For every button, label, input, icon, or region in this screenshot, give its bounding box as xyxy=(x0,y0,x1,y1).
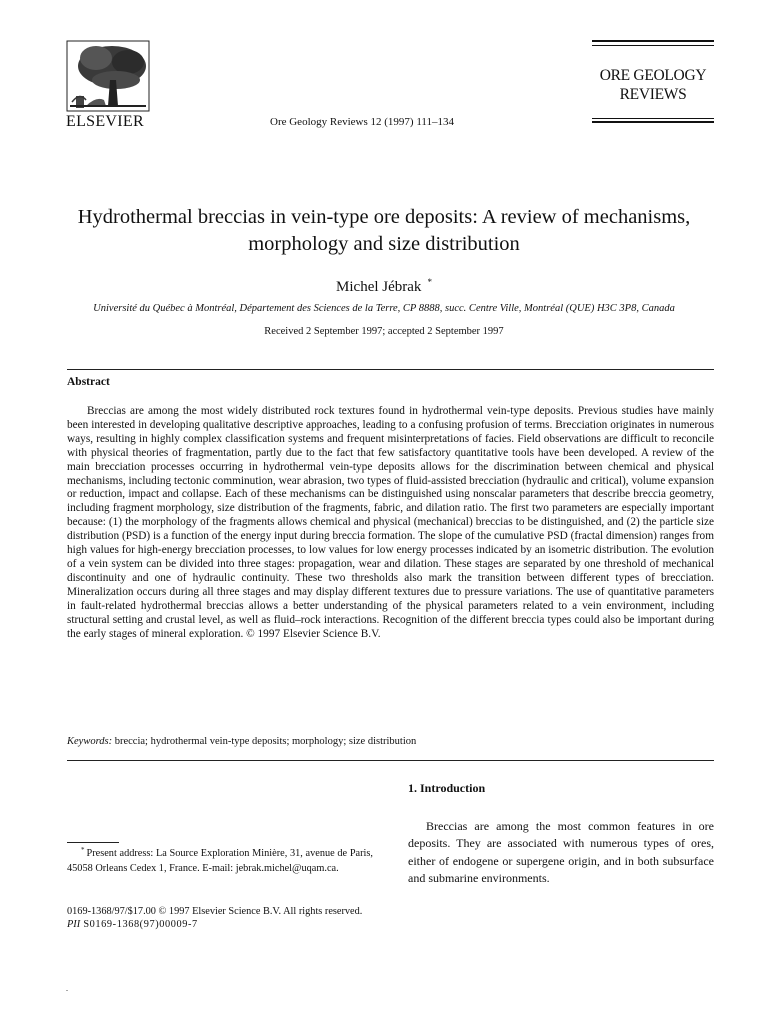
pii-line xyxy=(67,919,198,930)
journal-rule-bottom xyxy=(592,121,714,123)
journal-name-line2: REVIEWS xyxy=(619,86,687,103)
abstract-heading: Abstract xyxy=(67,376,110,388)
author-footnote xyxy=(67,843,373,876)
introduction-paragraph: Breccias are among the most common features in ore deposits. They are associated with numerous types of ores, either of endogene or supergene origin, and in both subsurface and submarine environments. xyxy=(408,819,714,885)
journal-name-line1: ORE GEOLOGY xyxy=(599,67,707,84)
pii-value: S0169-1368(97)00009-7 xyxy=(83,919,198,930)
journal-citation: Ore Geology Reviews 12 (1997) 111–134 xyxy=(270,116,455,128)
footnote-mark: * xyxy=(81,846,85,854)
pii-label: PII xyxy=(67,919,81,930)
received-dates: Received 2 September 1997; accepted 2 September 1997 xyxy=(264,326,504,337)
section-heading-introduction: 1. Introduction xyxy=(408,781,486,795)
article-title: Hydrothermal breccias in vein-type ore deposits: A review of mechanisms, morphology and size distribution xyxy=(77,206,691,255)
keywords-list: breccia; hydrothermal vein-type deposits; morphology; size distribution xyxy=(114,736,417,747)
author-affiliation: Université du Québec à Montréal, Département des Sciences de la Terre, CP 8888, succ. Centre Ville, Montréal (QUE) H3C 3P8, Canada xyxy=(93,303,675,314)
journal-rule-top-thin xyxy=(592,45,714,46)
keywords-label: Keywords: xyxy=(67,736,113,747)
abstract-bottom-rule xyxy=(67,760,714,761)
journal-name xyxy=(592,66,714,104)
keywords-line xyxy=(67,736,416,747)
journal-rule-top xyxy=(592,40,714,42)
journal-rule-bottom-thin xyxy=(592,118,714,119)
footnote-text: Present address: La Source Exploration Minière, 31, avenue de Paris, 45058 Orleans Cedex 1, France. E-mail: jebrak.michel@uqam.ca. xyxy=(67,848,373,874)
author-footnote-mark: * xyxy=(427,277,432,287)
abstract-body: Breccias are among the most widely distributed rock textures found in hydrothermal vein-type deposits. Previous studies have mainly been interested in developing qualitative descriptive approaches, leading to a confusing profusion of terms. Brecciation originates in numerous ways, resulting in highly complex classification systems and frequent misinterpretations of facies. Field observations are difficult to reconcile with physical theories of fragmentation, partly due to the fact that few satisfactory quantitative tools have been developed. A review of the main brecciation processes occurring in hydrothermal vein-type deposits allows for the discrimination between chemical and physical mechanisms, including tectonic comminution, wear abrasion, two types of fluid-assisted brecciation (hydraulic and critical), volume expansion or reduction, impact and collapse. Each of these mechanisms can be distinguished using nonscalar parameters that describe breccia geometry, including fragment morphology, size distribution of the fragments, fabric, and dilation ratio. The first two parameters are especially important because: (1) the morphology of the fragments allows chemical and physical (mechanical) breccias to be distinguished, and (2) the particle size distribution (PSD) is a function of the energy input during breccia formation. The slope of the cumulative PSD (fractal dimension) ranges from high values for high-energy brecciation processes, to low values for low energy processes indicated by an isometric distribution. The evolution of a vein system can be divided into three stages: propagation, wear and dilation. These stages are separated by one threshold of mechanical discontinuity and one of hydraulic continuity. These two thresholds also mark the transition between different types of brecciation. Mineralization occurs during all three stages and may display different textures due to pressure variations. The use of quantitative parameters in fault-related hydrothermal breccias allows a better understanding of the physical parameters related to a vein environment, including structural setting and crustal level, as well as fluid–rock interactions. Recognition of the different breccia types could also be important during the early stages of mineral exploration. © 1997 Elsevier Science B.V. xyxy=(67,405,714,640)
page-mark: . xyxy=(66,984,68,993)
author-name: Michel Jébrak xyxy=(336,279,422,295)
copyright-line: 0169-1368/97/$17.00 © 1997 Elsevier Science B.V. All rights reserved. xyxy=(67,906,363,917)
author-line xyxy=(60,277,708,296)
publisher-name: ELSEVIER xyxy=(66,113,144,130)
abstract-top-rule xyxy=(67,369,714,370)
